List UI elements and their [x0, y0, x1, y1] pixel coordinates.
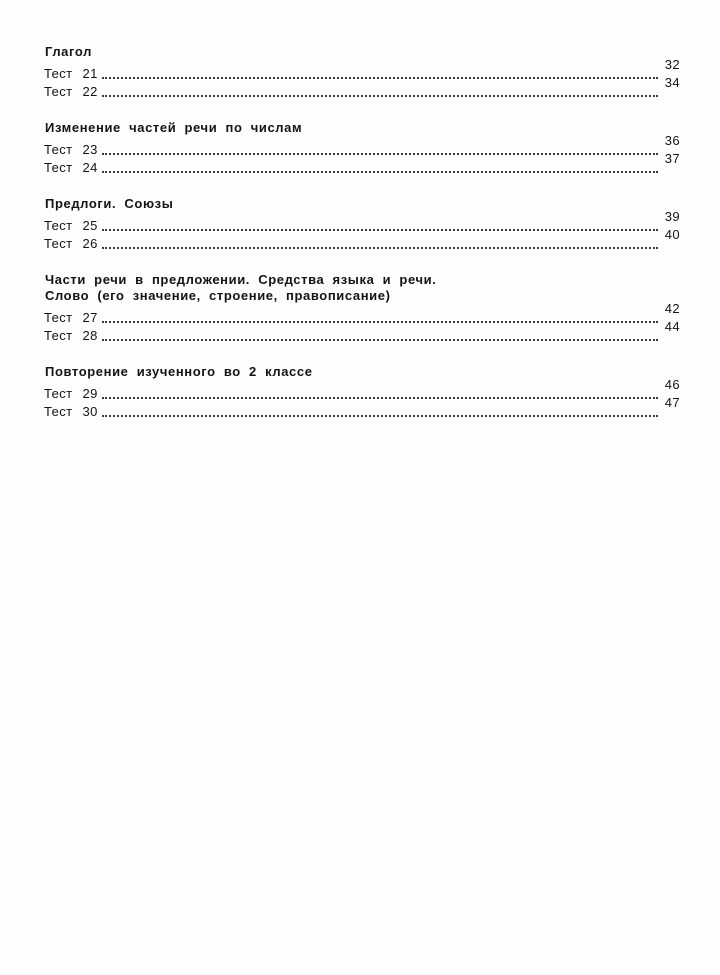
entry-label [44, 310, 98, 326]
toc-entry [44, 209, 680, 234]
toc-entry [44, 377, 680, 402]
section-heading [45, 364, 680, 380]
entry-number: 21 [82, 66, 98, 81]
entry-number: 24 [82, 160, 98, 175]
entry-label [44, 84, 98, 100]
toc-section-parts-of-speech [44, 272, 680, 344]
entry-word: Тест [44, 218, 73, 233]
section-heading-line: Предлоги. Союзы [45, 196, 174, 211]
dot-leader [102, 339, 658, 341]
section-heading-line: Слово (его значение, строение, правописание) [45, 288, 391, 303]
entry-page-number: 39 [664, 209, 680, 224]
entry-number: 23 [82, 142, 98, 157]
section-heading [45, 272, 680, 304]
entry-label [44, 218, 98, 234]
toc-section-prepositions [44, 196, 680, 252]
dot-leader [102, 153, 658, 155]
dot-leader [102, 95, 658, 97]
table-of-contents [44, 44, 680, 440]
dot-leader [102, 171, 658, 173]
section-heading [45, 44, 680, 60]
section-heading [45, 120, 680, 136]
entry-word: Тест [44, 160, 73, 175]
entry-word: Тест [44, 66, 73, 81]
entry-word: Тест [44, 84, 73, 99]
toc-entry [44, 133, 680, 158]
toc-entry [44, 227, 680, 252]
entry-page-number: 32 [664, 57, 680, 72]
toc-section-review [44, 364, 680, 420]
entry-number: 28 [82, 328, 98, 343]
section-heading-line: Повторение изученного во 2 классе [45, 364, 313, 379]
entry-word: Тест [44, 328, 73, 343]
section-heading [45, 196, 680, 212]
entry-word: Тест [44, 310, 73, 325]
dot-leader [102, 77, 658, 79]
toc-entry [44, 151, 680, 176]
toc-entry [44, 75, 680, 100]
entry-number: 26 [82, 236, 98, 251]
entry-label [44, 386, 98, 402]
entry-page-number: 42 [664, 301, 680, 316]
entry-label [44, 236, 98, 252]
entry-label [44, 160, 98, 176]
entry-page-number: 44 [664, 319, 680, 334]
entry-word: Тест [44, 236, 73, 251]
dot-leader [102, 229, 658, 231]
entry-number: 25 [82, 218, 98, 233]
entry-page-number: 47 [664, 395, 680, 410]
entry-page-number: 40 [664, 227, 680, 242]
dot-leader [102, 321, 658, 323]
entry-word: Тест [44, 142, 73, 157]
toc-entry [44, 301, 680, 326]
section-heading-line: Изменение частей речи по числам [45, 120, 303, 135]
entry-word: Тест [44, 404, 73, 419]
entry-label [44, 404, 98, 420]
entry-label [44, 66, 98, 82]
entry-page-number: 37 [664, 151, 680, 166]
section-heading-line: Глагол [45, 44, 92, 59]
entry-number: 30 [82, 404, 98, 419]
dot-leader [102, 415, 658, 417]
entry-number: 22 [82, 84, 98, 99]
entry-number: 29 [82, 386, 98, 401]
entry-label [44, 142, 98, 158]
entry-word: Тест [44, 386, 73, 401]
entry-page-number: 36 [664, 133, 680, 148]
entry-label [44, 328, 98, 344]
entry-number: 27 [82, 310, 98, 325]
toc-entry [44, 395, 680, 420]
toc-section-number-change [44, 120, 680, 176]
toc-entry [44, 319, 680, 344]
dot-leader [102, 247, 658, 249]
toc-section-verb [44, 44, 680, 100]
toc-entry [44, 57, 680, 82]
entry-page-number: 46 [664, 377, 680, 392]
entry-page-number: 34 [664, 75, 680, 90]
section-heading-line: Части речи в предложении. Средства языка и речи. [45, 272, 437, 287]
dot-leader [102, 397, 658, 399]
